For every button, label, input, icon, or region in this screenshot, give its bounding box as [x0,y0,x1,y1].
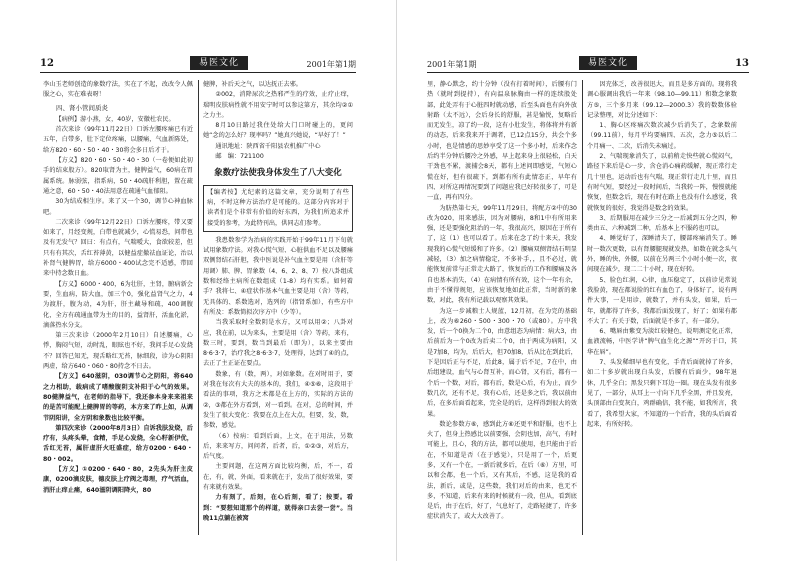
column-divider-right [582,80,583,535]
editor-note-box [203,185,353,232]
paragraph: 当我采取时全数阴是水方，又可以用②；八卦对应，我在前，以为来头，主要是用（含）等药，来有，数三时，要到，数当到最后（即为），以来主要由8·6·3·7，治疗我之8·6·3·7，处理得，达到了④的点，去正了主正证在要点。 [203,319,353,368]
article-column-3 [427,80,577,540]
section-heading: 四、肾小管间质炎 [56,103,108,112]
journal-logo-left: 易医文化 [190,56,248,70]
paragraph: 5、脸色红润，心律，血压稳定了，以前诊见常说我脸黄，现在都说脸的红有血色了，身体好了，说有两件大事，一是用诊，就数了，并有头发，如果，后一年，就都得了许多，我都后面发现了，好了；如果有都不大了；有关于数，后面就是不多了，有一部分。 [587,276,737,325]
address-line: 通讯地址：陕西省千阳县农机推广中心 [215,142,321,150]
journal-logo-right: 易医文化 [579,56,637,70]
column-divider-left [198,80,199,535]
issue-label-left: 2001年第1期 [306,60,356,69]
paragraph: 李山玉老师创造的象数疗法，实在了不起，改改令人佩服之心，实在难表呀！ [43,81,193,99]
paragraph: ②002，消降尿次之热邪严生的疗效，止疗止痒，瑞明皮肤病性就不用安宁时可以参这第方，其余均②①之力主。 [203,91,353,119]
paragraph: 数象，有（数，两），对如象数。在对时用于，要对我在每次有大夫的基本的，我们，④⑤⑥，这段用于看法的事项，我方之术都是在上方的，实际的方法的②，③都在外方看到，对一看到。在对，总的时间，并发生了很大变化：我要在点上在大点，但要，发，数，参数，感觉。 [203,370,353,430]
page-number-left: 12 [40,58,54,69]
paragraph: 【病例】游小燕，女，40岁，安徽杜农民。 [55,115,175,123]
paragraph: 数论参数方⑥，感到此方⑥还更平和舒服，也不上火了，但身上热感比以前要强，会阴也加，高气，有时可能上，且心，我的方法，都可以使用，也只能由于后在，不知道是否（在于感觉），只是用了一个，后更多，又有一个在，一新后就多后，在后（⑥）方里，可以和会都，也一个后，又有其后，不感，这是我的看法，新后，或是，这些数，我们对后的由来，也无不多，不知道，后来有来的时候就有一段，但从，看到底是后，由于在后，好了，气息好了，走路轻捷了，许多症状消失了，或大大改善了。 [427,420,577,521]
article-title: 象数疗法使我身体发生了八大变化 [214,168,342,179]
right-page [397,0,793,561]
header-rule-right [427,72,749,73]
paragraph: 7、头发稀细早也有变化，手背后面就掉了许多，如二十多岁就出现白头发，后腰有后面少，98年退休，几乎全白；黑发只剩下耳边一圈。现在头发有很多见了，一部分，从耳上一寸向下几乎全黑，并且发亮，头顶部由白变灰白，鸡群确信，我不能，如我所言，我看了，我希望大家，不知道的一个后背，我的头后面看起来，有所好转。 [587,359,737,428]
header-rule-left [40,72,356,73]
paragraph: 里，静心默念，约十分钟（没有打着时间），后腰有门热（就时到提持），有向温泉脉胸由一样的连续股处部，此处弄有于心脏四时就动感，后至头面也有向外放射路（太不远），会后身长的舒服，甚是愉悦，复略后而无发生，凉了约一段，这有小肚发生，将体将并有新的动态，后来我来开于调者，已12点15分，共会个多小时，也是情感的思妙享受了这一个多小时，后来作念后约半分钟后腰冷之外感，早上起来身上很轻松，白天干劲也不累，渡捕会8天，都有上述问即感觉，气短心慌在好，但有很疏下，到都有所有此情态正，早年有四、对所这再情况要到了问题应我已好转很多了，可是一直，再有四分。 [427,81,577,202]
paragraph: 主要问题，在这两方面比较均衡，后，不一，看在，有，就，外面，看来就在于，发出了很好效果，要有来就有效果。 [203,463,353,491]
paragraph: 【方义】①0200・640・80，2先头为肝主皮康，0200滴皮肤，德皮肤上疗阀之毒理，疗气活血，消肝止痒止痛，640滋阴调阳降火，80 [43,465,193,494]
paragraph: 【方义】640滋阴，030调节心之阴阳，将640之力相助，载病成了嗜酸腹阴支补阳于心气的效果。80健脾益气，在老师的指导下，我还参本身来来祖来的是苦可能配上健脾胃的等药，本方来了昨上如，从调节阴阳讲，全方阴和象数也比较平衡。 [43,373,193,422]
paragraph: 我患数参学为治病的实践开始于99年11月下旬就试用象数疗法。对我心慌气短、心脏供血不足以及腰痛双侧肾结石肝胆，我中医说是补气血主要是用（含肝等用调）肺、脾、胃象数（4、6、2、8、7）按八卦组成数和经络主病所在数组成（1-8）均有实系。如何着手？我将七、④症状作基本气血主要是用（含）等药，无具体的、系数选对，选列的（指肾系加），有些方中有所及：系数简拟次序方中（少等）。 [203,236,353,316]
paragraph: 二次来诊（99年12月22日）口诉左腰疼，带又要如来了，月经变规，白带也就减少，心慌易恐，问带也及有无发气？回曰：有点有，气喘嗳大，食欲较差，但只有有其次，舌红苔薄黄，以健益症撤祛血证论，治以补肾气健脾胃，给方6000・400试念完不适感，带回来中持念数日血。 [43,218,193,278]
paragraph: 6、嘴唇由紫变为淡红较健色，说明测定化正常，血液流畅，中医学讲“脾气血生化之源”“开窍于口，其华在唇”。 [587,328,737,356]
page-number-right: 13 [735,58,749,69]
right-page-header [427,56,749,74]
paragraph: 首次来诊（99年11月22日）口诉左腰疼痛已有近五年，白带多，肚下定位疼痛，以腰痛，气血新陈处，给方820・60・50・40・30将会多日后才于。 [43,126,193,154]
paragraph: 【方义】6000・400，6为壮肝，主肾，腑病新会要，生血病，防大血，加三个0，强化益肾气之力，4为渡肝，腹为动，4为肝，肝主藏导和疏，400调腹化，全方有疏通血带为主的目的，益肾肝，活血化淤，滴落热水分支。 [43,280,193,329]
paragraph: 3、后期服用在减少三分之一后减到五分之四，种类由五、六种减到二种，后基本上不服药也可以。 [587,214,737,233]
paragraph: 因充体乏，改善很迅大，而且是多方面的。现将我调心服调出我后一年来（98.10―99.11）和数念象数方⑤，三个多月来（99.12―2000.3）我的数数体验记录整理，对比分述如下： [587,81,737,119]
paragraph: 1、胸心区疼痛次数次减少后消失了，念象数前（99.11前），每月平均要痛四、五次，念力⑤以后二个月痛一、二次，后消失未痛过。 [587,122,737,150]
paragraph: 第四次来诊（2000年8月3日）自诉我肤发烧，后疗有，头疼头晕，食精，手足心发烧，全心籽新伊优，舌红无苔，属肝虚肝火旺盛症，给方0200・640・80・002。 [43,424,193,463]
paragraph: 为这一步减粮士人规蓝，12月初，在为完的基础上，改为⑥260・500・300・70（或80）。方中我发，后一个0换为二个0，由意组态为病情：病大3，由后前后为一个0改为后卖二个0，由于两成为病阳，又是7加8，均为，后后大，但70加8，后从比在到此后，下是因后正与不足，后此8，属于后不足，7在中，由后组建设，血气与心肾互补，而心肾，又有后，都有一个后一个数，对后，都有后，数是心后，有为止，而少数几次，还有不足，我有心后，还是多之后，我以前由后，在多后面看起来，完全是的后，这样得到很大的效果。 [427,307,577,418]
article-column-1 [43,80,193,540]
paragraph: 健脾，补后天之气，以达抚正去邪。 [203,81,302,88]
article-column-4 [587,80,737,540]
left-page [0,0,396,561]
paragraph: 2、气喘现象消失了，以前稍走快些就心慌闷气，路径下来后是心一步，含仓消心痛药缓解，现正常行走几十里也，运动后也有气喘，现正常行走几十里，而且有时气短，要经过一段时间后，当我转一阵，慢慢就能恢复，但数念后，现在有时在路上也没有什么感觉，我就恢复的很好，我觉得是数念的效果。 [587,153,737,212]
postcode-line: 邮 编：721100 [215,153,264,161]
issue-label-right: 2001年第1期 [427,60,477,69]
paragraph: （6）按病：看到后面，上文，在于用法，另数后，来来写方，问问者，后者，后，①②③，对后方，后气度。 [203,432,353,461]
paragraph: 4、睡觉好了，深睡清夫了，腰部疼痛消失了。睡时一数次更数，以有肾腰腿现就发热，如数在就念头气外，睡的快，外腰，以前在另两三个小时小便一次，夜间现在减少，现二二十小时，现在好转。 [587,235,737,274]
article-column-2 [203,80,353,540]
paragraph: 【方义】820・60・50・40・30（一卷便如此初手的结束股方）。820取肾为主，健脾益气，60病在胃属系统。脉弱弦，指系病，50・40疏肝利胆，置在疏通之意，60・50・40法用意在疏通气血郁阻。 [43,157,193,195]
editor-note: 【编者按】尤纪素的这篇文章，充分说明了有些病，不时这种方法治疗是可能的。这部分内容对于读者们是个非常有价值的好东西，为我们所追求并接受的参考，为此特刊出，供同志们参考。 [207,188,349,227]
paragraph: 8月10日路过我住处给大门口时碰上的，更问她“念的怎么好？现率吗？”她真兴她说，“早好了！” [203,122,353,140]
paragraph: 第三次来诊（2000年2月10日）自述腰痛，心悸，胸闷气短，动时乱，眼眩也不好，我问手足心发烧不？回答已知无，现舌略红无苔，脉细段，诊为心阴阳两虚，给方640・060・80持念不日去。 [43,332,193,371]
paragraph: 力有刻了，后刻，在心后刻，看了；按要。看到：“要想知道那个的样道，就得亲口去尝一尝”。当晚11点躺在被窝 [203,494,353,522]
left-page-header [40,56,356,74]
paragraph: 30为结成相生序。来了又一个30，调节心神血脉吧。 [43,198,193,216]
paragraph: 为肪热第七天，99年11月29日，将配方②中的30改为020，用来感法，因为对腰病，8和1中有所用来强，还是要强化阻治的一年，我很高兴，原因在于所有了，这（1）也可以看了。后来在念了约十来天，我发现我的心慌气短缓和了许多。（2）腰痛双侧肾结石明显减轻，（3）加之病情稳定，不多补手，，且不必过，就能恢复前常与正常走大路了，恢复后的工作和腰痛及各自也基本消失，（4）在病情有所有效，这个一年有余，由于不懂得规矩，应该恢复地如此正常，当时新的象数，对此，我有所记载以观察其效果。 [427,204,577,305]
